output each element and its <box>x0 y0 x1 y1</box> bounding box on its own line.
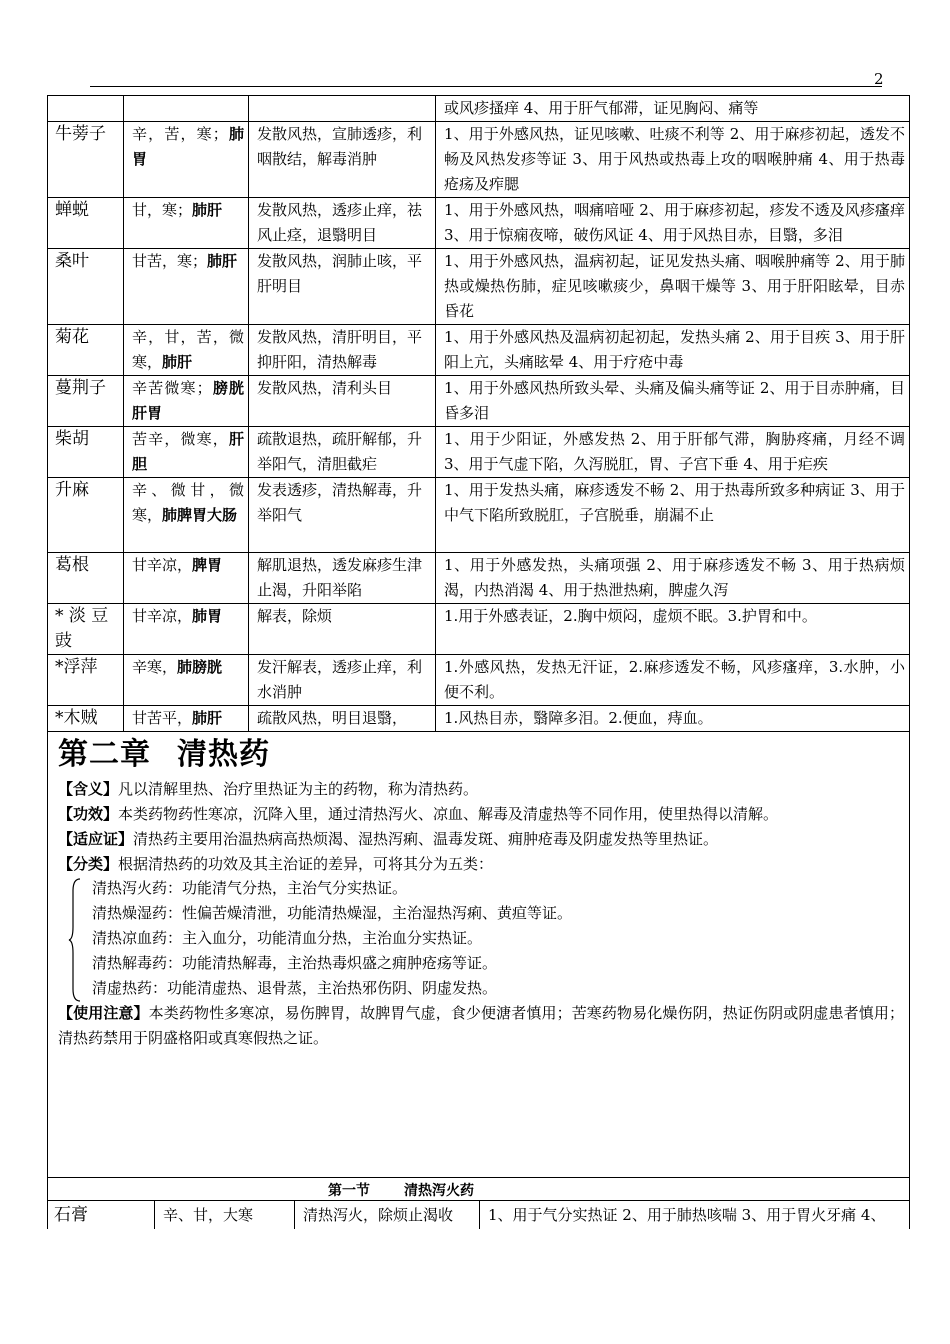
herb-use: 1、用于外感风热，证见咳嗽、吐痰不利等 2、用于麻疹初起，透发不畅及风热发疹等证 3、用于风热或热毒上攻的咽喉肿痛 4、用于热毒疮疡及痄腮 <box>436 122 910 198</box>
herb-taste <box>124 96 249 122</box>
taste-text: 甘，寒； <box>132 201 193 219</box>
meridian-text: 肺肝 <box>162 353 193 371</box>
herb-effect: 发散风热，宣肺透疹，利咽散结，解毒消肿 <box>249 122 436 198</box>
herb-name: * 淡 豆 豉 <box>48 604 124 655</box>
section-number: 第一节 <box>328 1183 370 1199</box>
table-row <box>48 122 910 198</box>
herb-use: 1、用于外感发热，头痛项强 2、用于麻疹透发不畅 3、用于热病烦渴，内热消渴 4、用于热泄热痢，脾虚久泻 <box>436 553 910 604</box>
herb-use: 1.外感风热，发热无汗证，2.麻疹透发不畅，风疹瘙痒，3.水肿，小便不利。 <box>436 655 910 706</box>
section-title: 清热泻火药 <box>404 1183 474 1199</box>
meridian-text: 脾胃 <box>192 556 223 574</box>
herb-use: 1、用于气分实热证 2、用于肺热咳喘 3、用于胃火牙痛 4、 <box>480 1201 910 1230</box>
herb-taste <box>124 376 249 427</box>
herb-effect: 疏散风热，明目退翳， <box>249 706 436 732</box>
subclass-item: 清虚热药：功能清虚热、退骨蒸，主治热邪伤阴、阴虚发热。 <box>92 979 498 997</box>
meaning-text: 凡以清解里热、治疗里热证为主的药物，称为清热药。 <box>118 780 479 798</box>
herb-effect: 解表，除烦 <box>249 604 436 655</box>
table-row <box>48 198 910 249</box>
subclass-item: 清热解毒药：功能清热解毒，主治热毒炽盛之痈肿疮疡等证。 <box>92 954 498 972</box>
herb-effect: 发汗解表，透疹止痒，利水消肿 <box>249 655 436 706</box>
herb-effect <box>249 96 436 122</box>
herb-name: 石膏 <box>48 1201 155 1230</box>
left-brace-icon <box>68 877 82 1003</box>
herb-table-2 <box>47 1200 910 1229</box>
herb-name <box>48 96 124 122</box>
table-row <box>48 96 910 122</box>
subclass-item: 清热泻火药：功能清气分热，主治气分实热证。 <box>92 879 408 897</box>
class-label: 【分类】 <box>58 855 119 873</box>
herb-name: 蝉蜕 <box>48 198 124 249</box>
meridian-text: 肝胆 <box>132 430 244 473</box>
herb-name: 柴胡 <box>48 427 124 478</box>
chapter-title <box>58 729 270 773</box>
taste-text: 辛，甘，苦，微寒， <box>132 328 244 371</box>
chapter-box <box>47 727 910 1178</box>
herb-effect: 疏散退热，疏肝解郁，升举阳气，清胆截疟 <box>249 427 436 478</box>
taste-text: 甘辛凉， <box>132 556 193 574</box>
herb-name: 菊花 <box>48 325 124 376</box>
meridian-text: 肺肝 <box>207 252 238 270</box>
page-number: 2 <box>874 70 884 88</box>
herb-taste <box>124 553 249 604</box>
indication-para <box>58 827 904 852</box>
herb-table <box>47 95 910 732</box>
chapter-name: 清热药 <box>177 737 270 772</box>
subclass-item: 清热凉血药：主入血分，功能清血分热，主治血分实热证。 <box>92 929 483 947</box>
table-row <box>48 325 910 376</box>
herb-effect: 清热泻火，除烦止渴收 <box>295 1201 480 1230</box>
header-rule <box>90 86 882 87</box>
herb-effect: 发散风热，清肝明目，平抑肝阳，清热解毒 <box>249 325 436 376</box>
indication-text: 清热药主要用治温热病高热烦渴、湿热泻痢、温毒发斑、痈肿疮毒及阴虚发热等里热证。 <box>133 830 719 848</box>
effect-para <box>58 802 904 827</box>
herb-name: *木贼 <box>48 706 124 732</box>
herb-taste <box>124 478 249 553</box>
effect-text: 本类药物药性寒凉，沉降入里，通过清热泻火、凉血、解毒及清虚热等不同作用，使里热得以清解。 <box>118 805 779 823</box>
table-row <box>48 427 910 478</box>
meridian-text: 肺肝 <box>192 201 223 219</box>
meridian-text: 膀胱肝胃 <box>132 379 244 422</box>
herb-effect: 发散风热，润肺止咳，平肝明目 <box>249 249 436 325</box>
meridian-text: 肺脾胃大肠 <box>162 506 238 524</box>
table-row <box>48 604 910 655</box>
herb-taste <box>124 427 249 478</box>
caution-text: 本类药物性多寒凉，易伤脾胃，故脾胃气虚，食少便溏者慎用；苦寒药物易化燥伤阴，热证伤阴或阴虚患者慎用；清热药禁用于阴盛格阳或真寒假热之证。 <box>58 1004 904 1047</box>
herb-use: 1、用于外感风热所致头晕、头痛及偏头痛等证 2、用于目赤肿痛，目昏多泪 <box>436 376 910 427</box>
taste-text: 甘苦，寒； <box>132 252 208 270</box>
taste-text: 苦辛，微寒， <box>132 430 229 448</box>
herb-use: 1、用于外感风热及温病初起初起，发热头痛 2、用于目疾 3、用于肝阳上亢，头痛眩晕 4、用于疗疮中毒 <box>436 325 910 376</box>
taste-text: 辛苦微寒； <box>132 379 212 397</box>
section-heading <box>47 1177 910 1201</box>
herb-name: 蔓荆子 <box>48 376 124 427</box>
herb-name: *浮萍 <box>48 655 124 706</box>
table-row <box>48 376 910 427</box>
taste-text: 甘苦平， <box>132 709 193 727</box>
table-row <box>48 655 910 706</box>
chapter-number: 第二章 <box>58 737 151 772</box>
taste-text: 辛、微甘，微寒， <box>132 481 244 524</box>
taste-text: 辛，苦，寒； <box>132 125 228 143</box>
meaning-para <box>58 777 904 802</box>
herb-use: 1.风热目赤，翳障多泪。2.便血，痔血。 <box>436 706 910 732</box>
meridian-text: 肺胃 <box>132 125 244 168</box>
herb-taste <box>124 122 249 198</box>
herb-use: 1、用于外感风热，咽痛喑哑 2、用于麻疹初起，疹发不透及风疹瘙痒 3、用于惊痫夜啼，破伤风证 4、用于风热目赤，目翳，多泪 <box>436 198 910 249</box>
meaning-label: 【含义】 <box>58 780 119 798</box>
herb-use: 或风疹搔痒 4、用于肝气郁滞，证见胸闷、痛等 <box>436 96 910 122</box>
herb-name: 升麻 <box>48 478 124 553</box>
herb-effect: 解肌退热，透发麻疹生津止渴，升阳举陷 <box>249 553 436 604</box>
indication-label: 【适应证】 <box>58 830 134 848</box>
herb-use: 1.用于外感表证，2.胸中烦闷，虚烦不眠。3.护胃和中。 <box>436 604 910 655</box>
caution-para <box>58 1001 904 1051</box>
herb-taste <box>124 249 249 325</box>
herb-effect: 发表透疹，清热解毒，升举阳气 <box>249 478 436 553</box>
meridian-text: 肺膀胱 <box>177 658 223 676</box>
effect-label: 【功效】 <box>58 805 119 823</box>
table-row <box>48 249 910 325</box>
meridian-text: 肺胃 <box>192 607 223 625</box>
caution-label: 【使用注意】 <box>58 1004 149 1022</box>
herb-taste <box>124 655 249 706</box>
herb-taste <box>124 604 249 655</box>
herb-use: 1、用于外感风热，温病初起，证见发热头痛、咽喉肿痛等 2、用于肺热或燥热伤肺，症见咳嗽痰少，鼻咽干燥等 3、用于肝阳眩晕，目赤昏花 <box>436 249 910 325</box>
table-row <box>48 478 910 553</box>
herb-use: 1、用于发热头痛，麻疹透发不畅 2、用于热毒所致多种病证 3、用于中气下陷所致脱肛，子宫脱垂，崩漏不止 <box>436 478 910 553</box>
herb-name: 葛根 <box>48 553 124 604</box>
class-text: 根据清热药的功效及其主治证的差异，可将其分为五类： <box>118 855 494 873</box>
herb-name: 牛蒡子 <box>48 122 124 198</box>
herb-name: 桑叶 <box>48 249 124 325</box>
subclass-item: 清热燥湿药：性偏苦燥清泄，功能清热燥湿，主治湿热泻痢、黄疸等证。 <box>92 904 573 922</box>
herb-use: 1、用于少阳证，外感发热 2、用于肝郁气滞，胸胁疼痛，月经不调 3、用于气虚下陷，久泻脱肛，胃、子宫下垂 4、用于疟疾 <box>436 427 910 478</box>
herb-taste: 辛、甘，大寒 <box>155 1201 295 1230</box>
meridian-text: 肺肝 <box>192 709 223 727</box>
table-row <box>48 1201 910 1230</box>
herb-taste <box>124 325 249 376</box>
herb-effect: 发散风热，透疹止痒，祛风止痉，退翳明目 <box>249 198 436 249</box>
table-row <box>48 553 910 604</box>
herb-taste <box>124 198 249 249</box>
herb-effect: 发散风热，清利头目 <box>249 376 436 427</box>
taste-text: 甘辛凉， <box>132 607 193 625</box>
class-para <box>58 852 904 877</box>
taste-text: 辛寒， <box>132 658 178 676</box>
